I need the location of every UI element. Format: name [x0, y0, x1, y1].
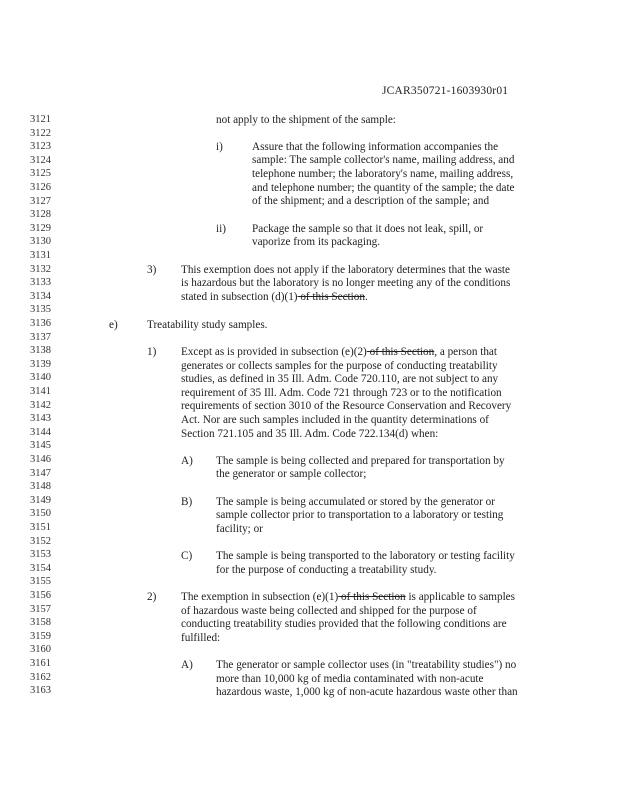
text-segment: is applicable to samples — [405, 591, 516, 603]
line-number: 3144 — [30, 426, 51, 438]
marker-ii: ii) — [216, 223, 226, 235]
text-line: requirements of section 3010 of the Resource Conservation and Recovery — [181, 400, 512, 412]
marker-i: i) — [216, 141, 223, 153]
text-line: Section 721.105 and 35 Ill. Adm. Code 722.134(d) when: — [181, 428, 439, 440]
text-line: The generator or sample collector uses (in "treatability studies") no — [216, 659, 517, 671]
line-number: 3157 — [30, 603, 51, 615]
line-number: 3158 — [30, 617, 51, 629]
line-number: 3152 — [30, 535, 51, 547]
line-number: 3148 — [30, 481, 51, 493]
text-line: hazardous waste, 1,000 kg of non-acute hazardous waste other than — [216, 686, 518, 698]
text-line: Package the sample so that it does not leak, spill, or — [252, 223, 484, 235]
text-line — [181, 346, 497, 359]
line-number: 3160 — [30, 644, 51, 656]
text-line: conducting treatability studies provided that the following conditions are — [181, 618, 507, 630]
text-segment: Except as is provided in subsection (e)(2) — [181, 346, 367, 358]
line-number: 3134 — [30, 290, 51, 302]
line-number: 3142 — [30, 399, 51, 411]
text-line: Act. Nor are such samples included in the quantity determinations of — [181, 414, 489, 426]
marker-A-second: A) — [181, 659, 193, 671]
text-line: requirement of 35 Ill. Adm. Code 721 through 723 or to the notification — [181, 387, 502, 399]
line-number: 3147 — [30, 467, 51, 479]
line-number: 3139 — [30, 358, 51, 370]
line-number: 3130 — [30, 236, 51, 248]
line-number: 3151 — [30, 522, 51, 533]
line-number: 3146 — [30, 454, 51, 465]
line-number: 3141 — [30, 386, 51, 397]
line-number: 3136 — [30, 318, 51, 329]
line-number: 3150 — [30, 508, 51, 520]
text-line: is hazardous but the laboratory is no longer meeting any of the conditions — [181, 277, 511, 289]
line-number: 3123 — [30, 141, 51, 153]
line-number: 3131 — [30, 250, 51, 261]
marker-2: 2) — [147, 591, 157, 603]
line-number: 3137 — [30, 331, 51, 343]
text-line: Assure that the following information accompanies the — [252, 141, 499, 153]
line-number: 3145 — [30, 440, 51, 452]
line-number: 3138 — [30, 345, 51, 357]
text-line — [181, 591, 515, 604]
text-line: sample: The sample collector's name, mailing address, and — [252, 154, 515, 166]
text-line: of the shipment; and a description of the sample; and — [252, 195, 490, 207]
line-number: 3135 — [30, 304, 51, 316]
line-number: 3125 — [30, 168, 51, 180]
text-line: fulfilled: — [181, 632, 221, 644]
line-number: 3121 — [30, 114, 51, 125]
struck-text: of this Section — [338, 591, 406, 603]
text-line: vaporize from its packaging. — [252, 236, 380, 248]
line-number: 3149 — [30, 494, 51, 506]
line-number: 3129 — [30, 222, 51, 234]
line-number: 3127 — [30, 195, 51, 207]
text-line: and telephone number; the quantity of the sample; the date — [252, 182, 515, 194]
line-number: 3155 — [30, 576, 51, 588]
marker-B: B) — [181, 496, 193, 508]
line-number: 3143 — [30, 413, 51, 425]
text-line: for the purpose of conducting a treatability study. — [216, 564, 437, 576]
line-number: 3154 — [30, 562, 51, 574]
struck-text: of this Section — [297, 291, 365, 303]
line-number: 3140 — [30, 372, 51, 384]
marker-e: e) — [109, 319, 118, 331]
document-id-header: JCAR350721-1603930r01 — [382, 85, 509, 97]
line-number: 3132 — [30, 263, 51, 275]
line-number: 3124 — [30, 154, 51, 166]
line-number: 3159 — [30, 630, 51, 642]
line-number: 3128 — [30, 209, 51, 221]
text-line: more than 10,000 kg of media contaminated with non-acute — [216, 673, 484, 685]
text-line: not apply to the shipment of the sample: — [216, 114, 396, 126]
line-number: 3153 — [30, 549, 51, 561]
line-number: 3156 — [30, 590, 51, 601]
text-line: sample collector prior to transportation to a laboratory or testing — [216, 509, 504, 521]
text-segment: The exemption in subsection (e)(1) — [181, 591, 339, 603]
text-segment: stated in subsection (d)(1) — [181, 291, 298, 303]
marker-C: C) — [181, 550, 193, 562]
text-line: the generator or sample collector; — [216, 468, 367, 480]
line-number: 3161 — [30, 658, 51, 669]
marker-1: 1) — [147, 346, 157, 358]
line-number: 3133 — [30, 277, 51, 289]
marker-3: 3) — [147, 264, 157, 276]
text-line: generates or collects samples for the purpose of conducting treatability — [181, 360, 498, 372]
text-line: The sample is being accumulated or stored by the generator or — [216, 496, 495, 508]
text-line: This exemption does not apply if the laboratory determines that the waste — [181, 264, 511, 276]
marker-A: A) — [181, 455, 193, 467]
section-heading: Treatability study samples. — [147, 319, 268, 331]
text-line — [181, 291, 368, 304]
text-segment: . — [364, 291, 368, 303]
text-line: studies, as defined in 35 Ill. Adm. Code 720.110, are not subject to any — [181, 373, 499, 385]
struck-text: of this Section — [366, 346, 435, 358]
text-line: The sample is being transported to the laboratory or testing facility — [216, 550, 515, 562]
text-segment: , a person that — [434, 346, 497, 358]
text-line: facility; or — [216, 523, 263, 535]
line-number: 3162 — [30, 671, 51, 683]
text-line: The sample is being collected and prepared for transportation by — [216, 455, 505, 467]
text-line: of hazardous waste being collected and shipped for the purpose of — [181, 605, 477, 617]
line-number: 3122 — [30, 127, 51, 139]
line-number: 3126 — [30, 182, 51, 193]
line-number: 3163 — [30, 685, 51, 697]
text-line: telephone number; the laboratory's name, mailing address, — [252, 168, 514, 180]
